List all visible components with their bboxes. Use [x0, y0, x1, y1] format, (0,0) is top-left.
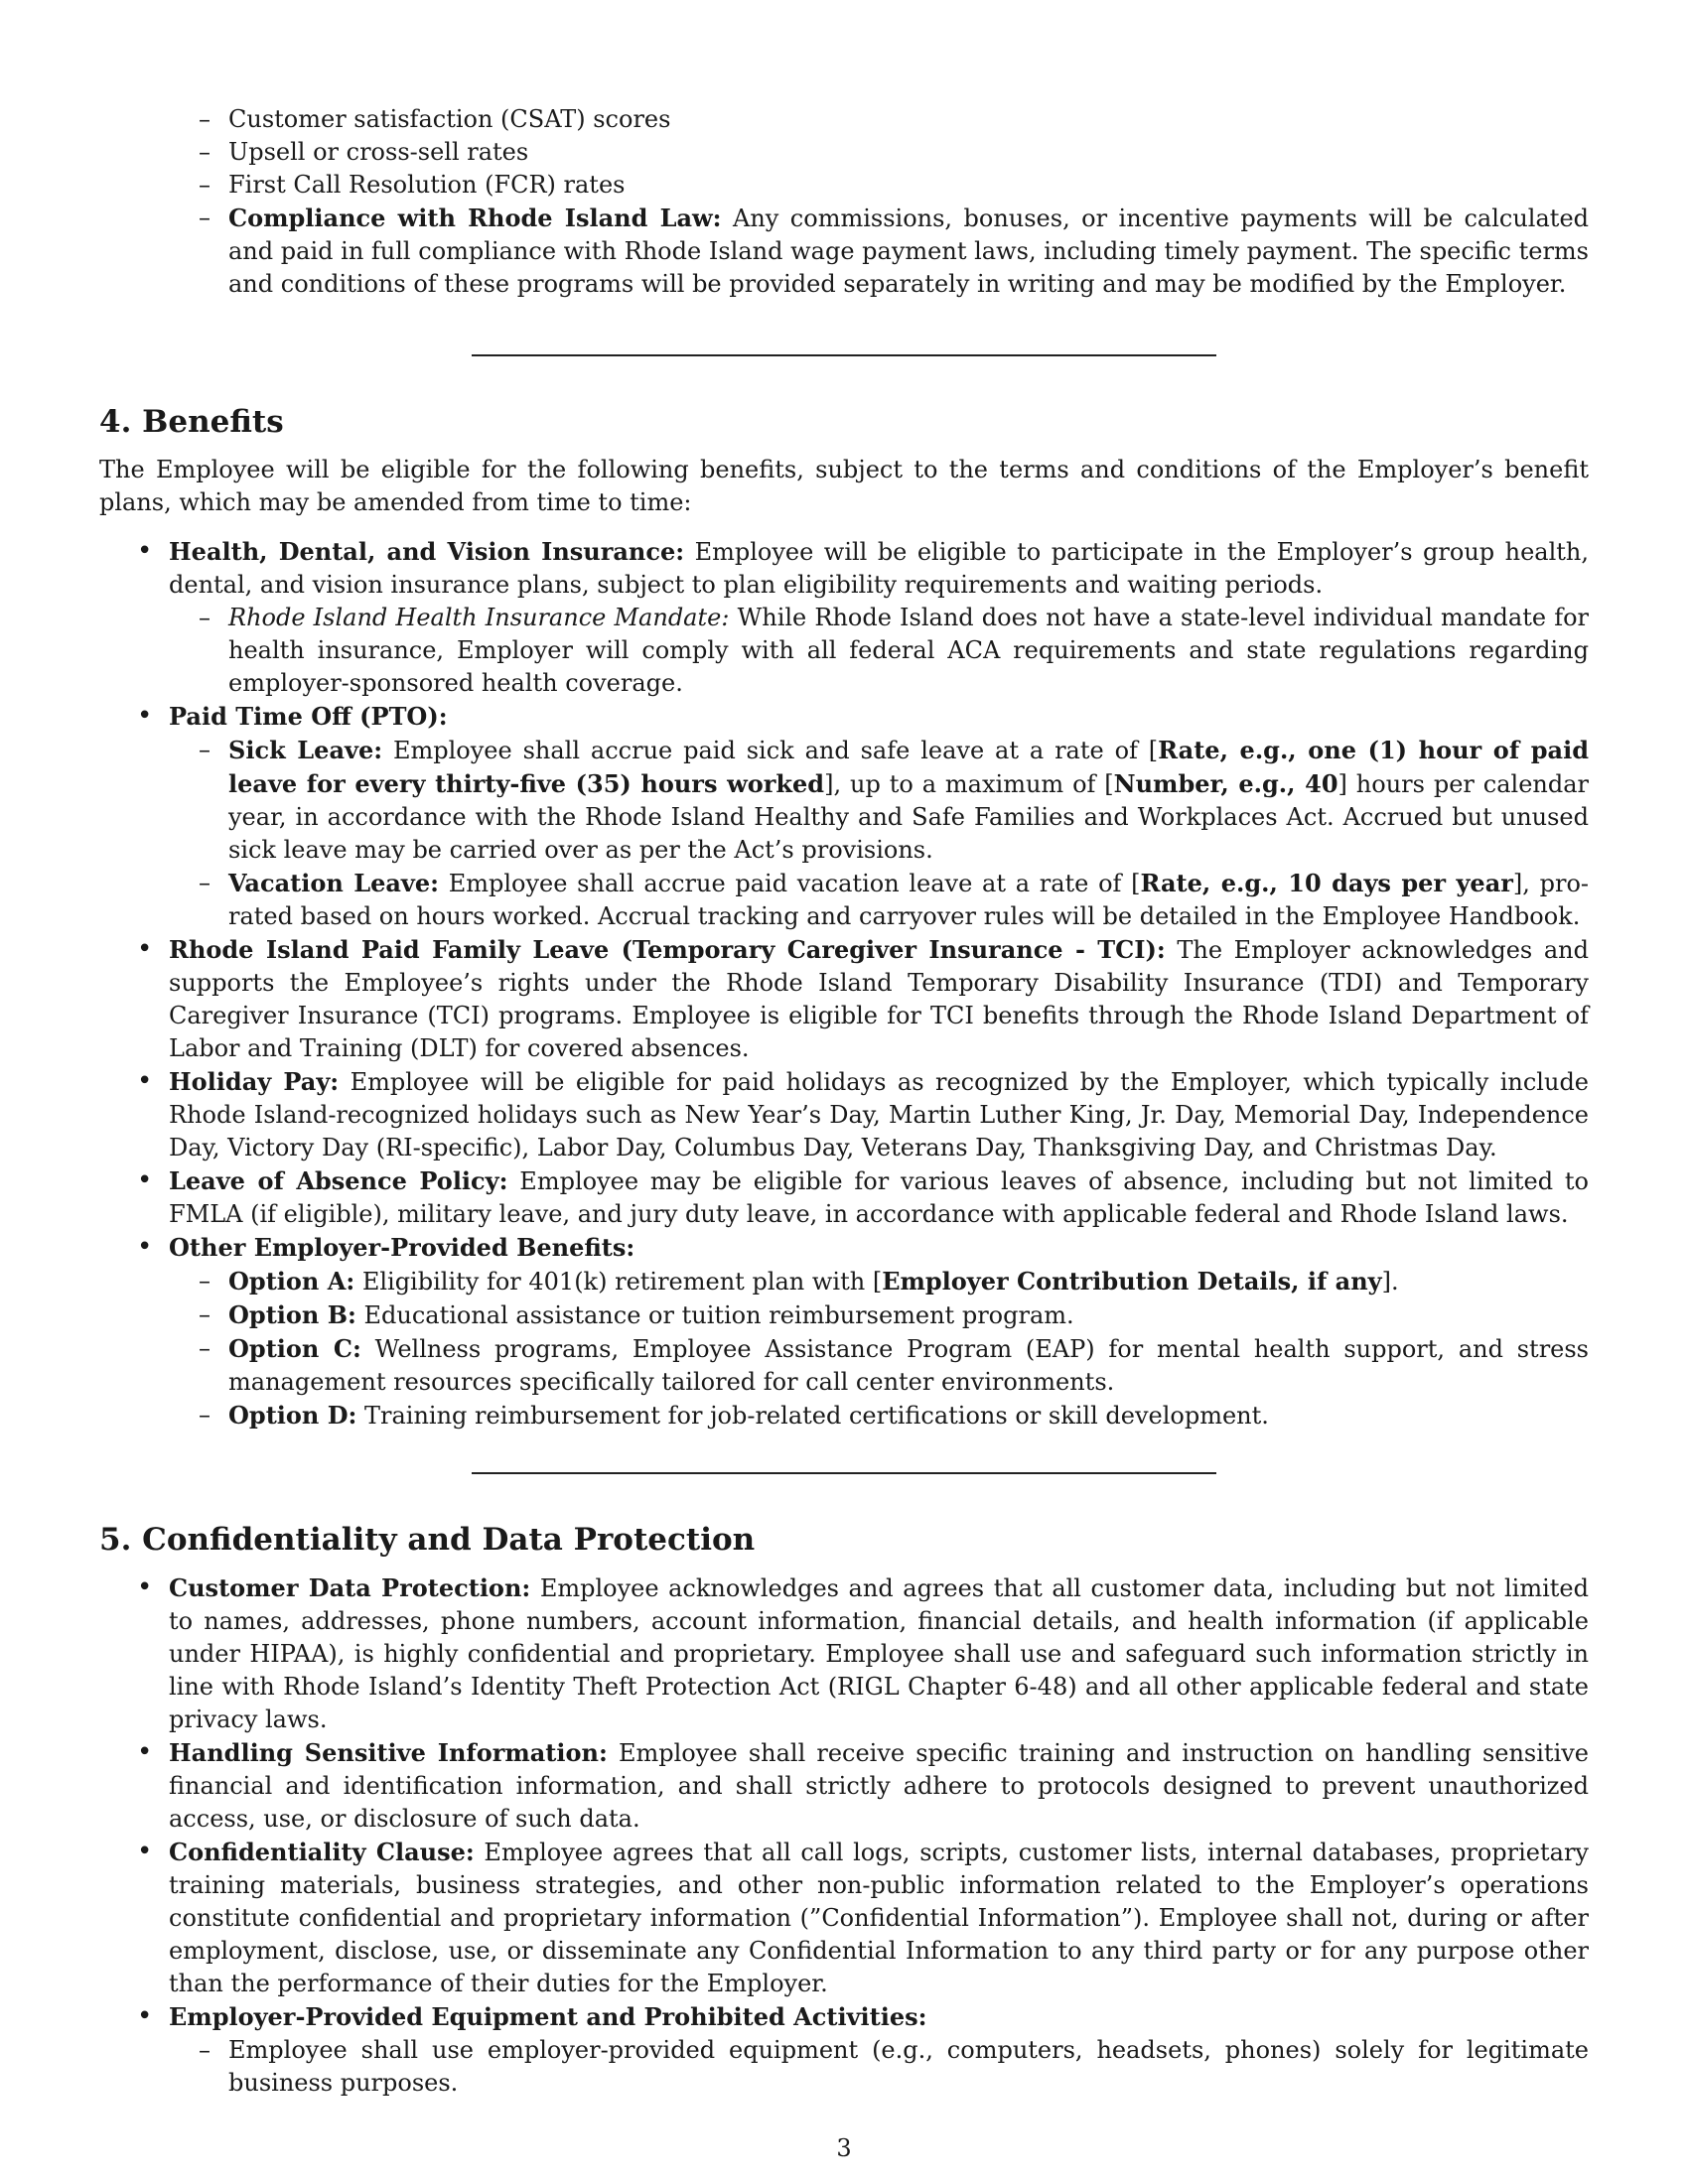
list-item-text: Educational assistance or tuition reimbursement program. [355, 1301, 1074, 1329]
sub-list [169, 1265, 1589, 1433]
list-item-text: Employee shall accrue paid vacation leave at a rate of [ [439, 870, 1141, 897]
placeholder-text: Rate, e.g., one (1) hour of paid leave for every thirty-five (35) hours worked [228, 736, 1589, 798]
list-item-heading: Vacation Leave: [228, 869, 440, 897]
section-divider [472, 354, 1216, 356]
list-item-heading: Other Employer-Provided Benefits: [169, 1233, 635, 1262]
list-item-heading: Rhode Island Health Insurance Mandate: [228, 604, 730, 631]
list-item-heading: Sick Leave: [228, 736, 383, 764]
list-item-text: Wellness programs, Employee Assistance Program (EAP) for mental health support, and stress management resources specifically tailored for call center environments. [228, 1335, 1590, 1396]
list-item [169, 2034, 1589, 2100]
section-title-confidentiality: 5. Confidentiality and Data Protection [99, 1522, 756, 1558]
document-page [99, 99, 1589, 2100]
list-item-text: The Employer acknowledges and supports the Employee’s rights under the Rhode Island Temporary Disability Insurance (TDI) and Temporary Caregiver Insurance (TCI) programs. Employee is eligible for TCI benefits through the Rhode Island Department of Labor and Training (DLT) for covered absences. [169, 936, 1589, 1062]
list-item-text: Any commissions, bonuses, or incentive payments will be calculated and paid in full compliance with Rhode Island wage payment laws, including timely payment. The specific terms and conditions of these programs will be provided separately in writing and may be modified by the Employer. [228, 205, 1590, 298]
list-item [169, 1399, 1589, 1433]
kpi-list [99, 103, 1589, 301]
sub-list [169, 602, 1589, 700]
section-divider [472, 1472, 1216, 1474]
list-item [99, 700, 1589, 933]
section-title-benefits: 4. Benefits [99, 404, 284, 440]
list-item [99, 1571, 1589, 1736]
sub-list [169, 734, 1589, 933]
list-item-heading: Customer Data Protection: [169, 1573, 531, 1602]
list-item-heading: Option D: [228, 1401, 357, 1430]
list-item-text: ]. [1381, 1268, 1399, 1296]
list-item-text: Upsell or cross-sell rates [228, 138, 529, 166]
list-item-text: While Rhode Island does not have a state-level individual mandate for health insurance, Employer will comply with all federal ACA requirements and state regulations regarding employer-sponsored health coverage. [228, 604, 1590, 697]
list-item [99, 933, 1589, 1065]
list-item-heading: Compliance with Rhode Island Law: [228, 204, 722, 232]
list-item-heading: Option B: [228, 1300, 356, 1329]
benefits-intro: The Employee will be eligible for the following benefits, subject to the terms and conditions of the Employer’s benefit plans, which may be amended from time to time: [99, 456, 1589, 516]
list-item [99, 535, 1589, 700]
list-item-text: Employee agrees that all call logs, scripts, customer lists, internal databases, proprietary training materials, business strategies, and other non-public information related to the Employer’s operations constitute confidential and proprietary information (”Confidential Information”). Employee shall not, during or after employment, disclose, use, or disseminate any Confidential Information to any third party or for any purpose other than the performance of their duties for the Employer. [169, 1839, 1589, 1997]
list-item [169, 1332, 1589, 1399]
list-item [99, 1231, 1589, 1433]
list-item-text: Employee shall accrue paid sick and safe leave at a rate of [ [382, 737, 1159, 764]
list-item-heading: Leave of Absence Policy: [169, 1166, 508, 1195]
list-item-text: Employee shall receive specific training and instruction on handling sensitive financial and identification information, and shall strictly adhere to protocols designed to prevent unauthorized access, use, or disclosure of such data. [169, 1739, 1590, 1833]
list-item-text: Training reimbursement for job-related certifications or skill development. [356, 1402, 1269, 1430]
list-item-heading: Rhode Island Paid Family Leave (Temporary Caregiver Insurance - TCI): [169, 935, 1166, 964]
list-item [99, 1736, 1589, 1836]
list-item-heading: Health, Dental, and Vision Insurance: [169, 537, 685, 566]
list-item [99, 1164, 1589, 1231]
confidentiality-list [99, 1571, 1589, 2100]
list-item-heading: Holiday Pay: [169, 1067, 340, 1096]
list-item-text: Customer satisfaction (CSAT) scores [228, 105, 671, 133]
list-item-text: Employee shall use employer-provided equipment (e.g., computers, headsets, phones) solely for legitimate business purposes. [228, 2036, 1589, 2097]
list-item-text: Eligibility for 401(k) retirement plan with [ [354, 1268, 883, 1296]
list-item-heading: Employer-Provided Equipment and Prohibited Activities: [169, 2002, 927, 2031]
list-item-text: ], up to a maximum of [ [824, 770, 1114, 798]
list-item [99, 202, 1589, 301]
sub-list [169, 2034, 1589, 2100]
list-item-text: Employee acknowledges and agrees that all customer data, including but not limited to names, addresses, phone numbers, account information, financial details, and health information (if applicable under HIPAA), is highly confidential and proprietary. Employee shall use and safeguard such information strictly in line with Rhode Island’s Identity Theft Protection Act (RIGL Chapter 6-48) and all other applicable federal and state privacy laws. [169, 1574, 1589, 1733]
page-number: 3 [836, 2134, 852, 2162]
list-item [169, 734, 1589, 867]
list-item-text: Employee will be eligible for paid holidays as recognized by the Employer, which typically include Rhode Island-recognized holidays such as New Year’s Day, Martin Luther King, Jr. Day, Memorial Day, Independence Day, Victory Day (RI-specific), Labor Day, Columbus Day, Veterans Day, Thanksgiving Day, and Christmas Day. [169, 1068, 1590, 1161]
list-item [169, 1298, 1589, 1332]
list-item-text: Employee will be eligible to participate in the Employer’s group health, dental, and vision insurance plans, subject to plan eligibility requirements and waiting periods. [169, 538, 1589, 599]
list-item-heading: Confidentiality Clause: [169, 1838, 475, 1866]
list-item-heading: Handling Sensitive Information: [169, 1738, 608, 1767]
list-item-heading: Option A: [228, 1267, 355, 1296]
list-item [99, 136, 1589, 169]
list-item-text: ] hours per calendar year, in accordance with the Rhode Island Healthy and Safe Families and Workplaces Act. Accrued but unused sick leave may be carried over as per the Act’s provisions. [228, 770, 1590, 864]
list-item-text: Employee may be eligible for various leaves of absence, including but not limited to FMLA (if eligible), military leave, and jury duty leave, in accordance with applicable federal and Rhode Island laws. [169, 1167, 1590, 1228]
list-item-text: First Call Resolution (FCR) rates [228, 171, 626, 199]
list-item [99, 1836, 1589, 2000]
placeholder-text: Employer Contribution Details, if any [882, 1267, 1382, 1296]
list-item [169, 1265, 1589, 1298]
list-item [169, 602, 1589, 700]
list-item-text: ], pro-rated based on hours worked. Accrual tracking and carryover rules will be detailed in the Employee Handbook. [228, 870, 1590, 930]
list-item [99, 169, 1589, 202]
list-item [99, 2000, 1589, 2100]
placeholder-text: Rate, e.g., 10 days per year [1140, 869, 1513, 897]
benefits-list [99, 535, 1589, 1433]
list-item-heading: Paid Time Off (PTO): [169, 702, 448, 731]
list-item [99, 1065, 1589, 1164]
list-item [99, 103, 1589, 136]
placeholder-text: Number, e.g., 40 [1113, 769, 1338, 798]
list-item [169, 867, 1589, 933]
list-item-heading: Option C: [228, 1334, 361, 1363]
